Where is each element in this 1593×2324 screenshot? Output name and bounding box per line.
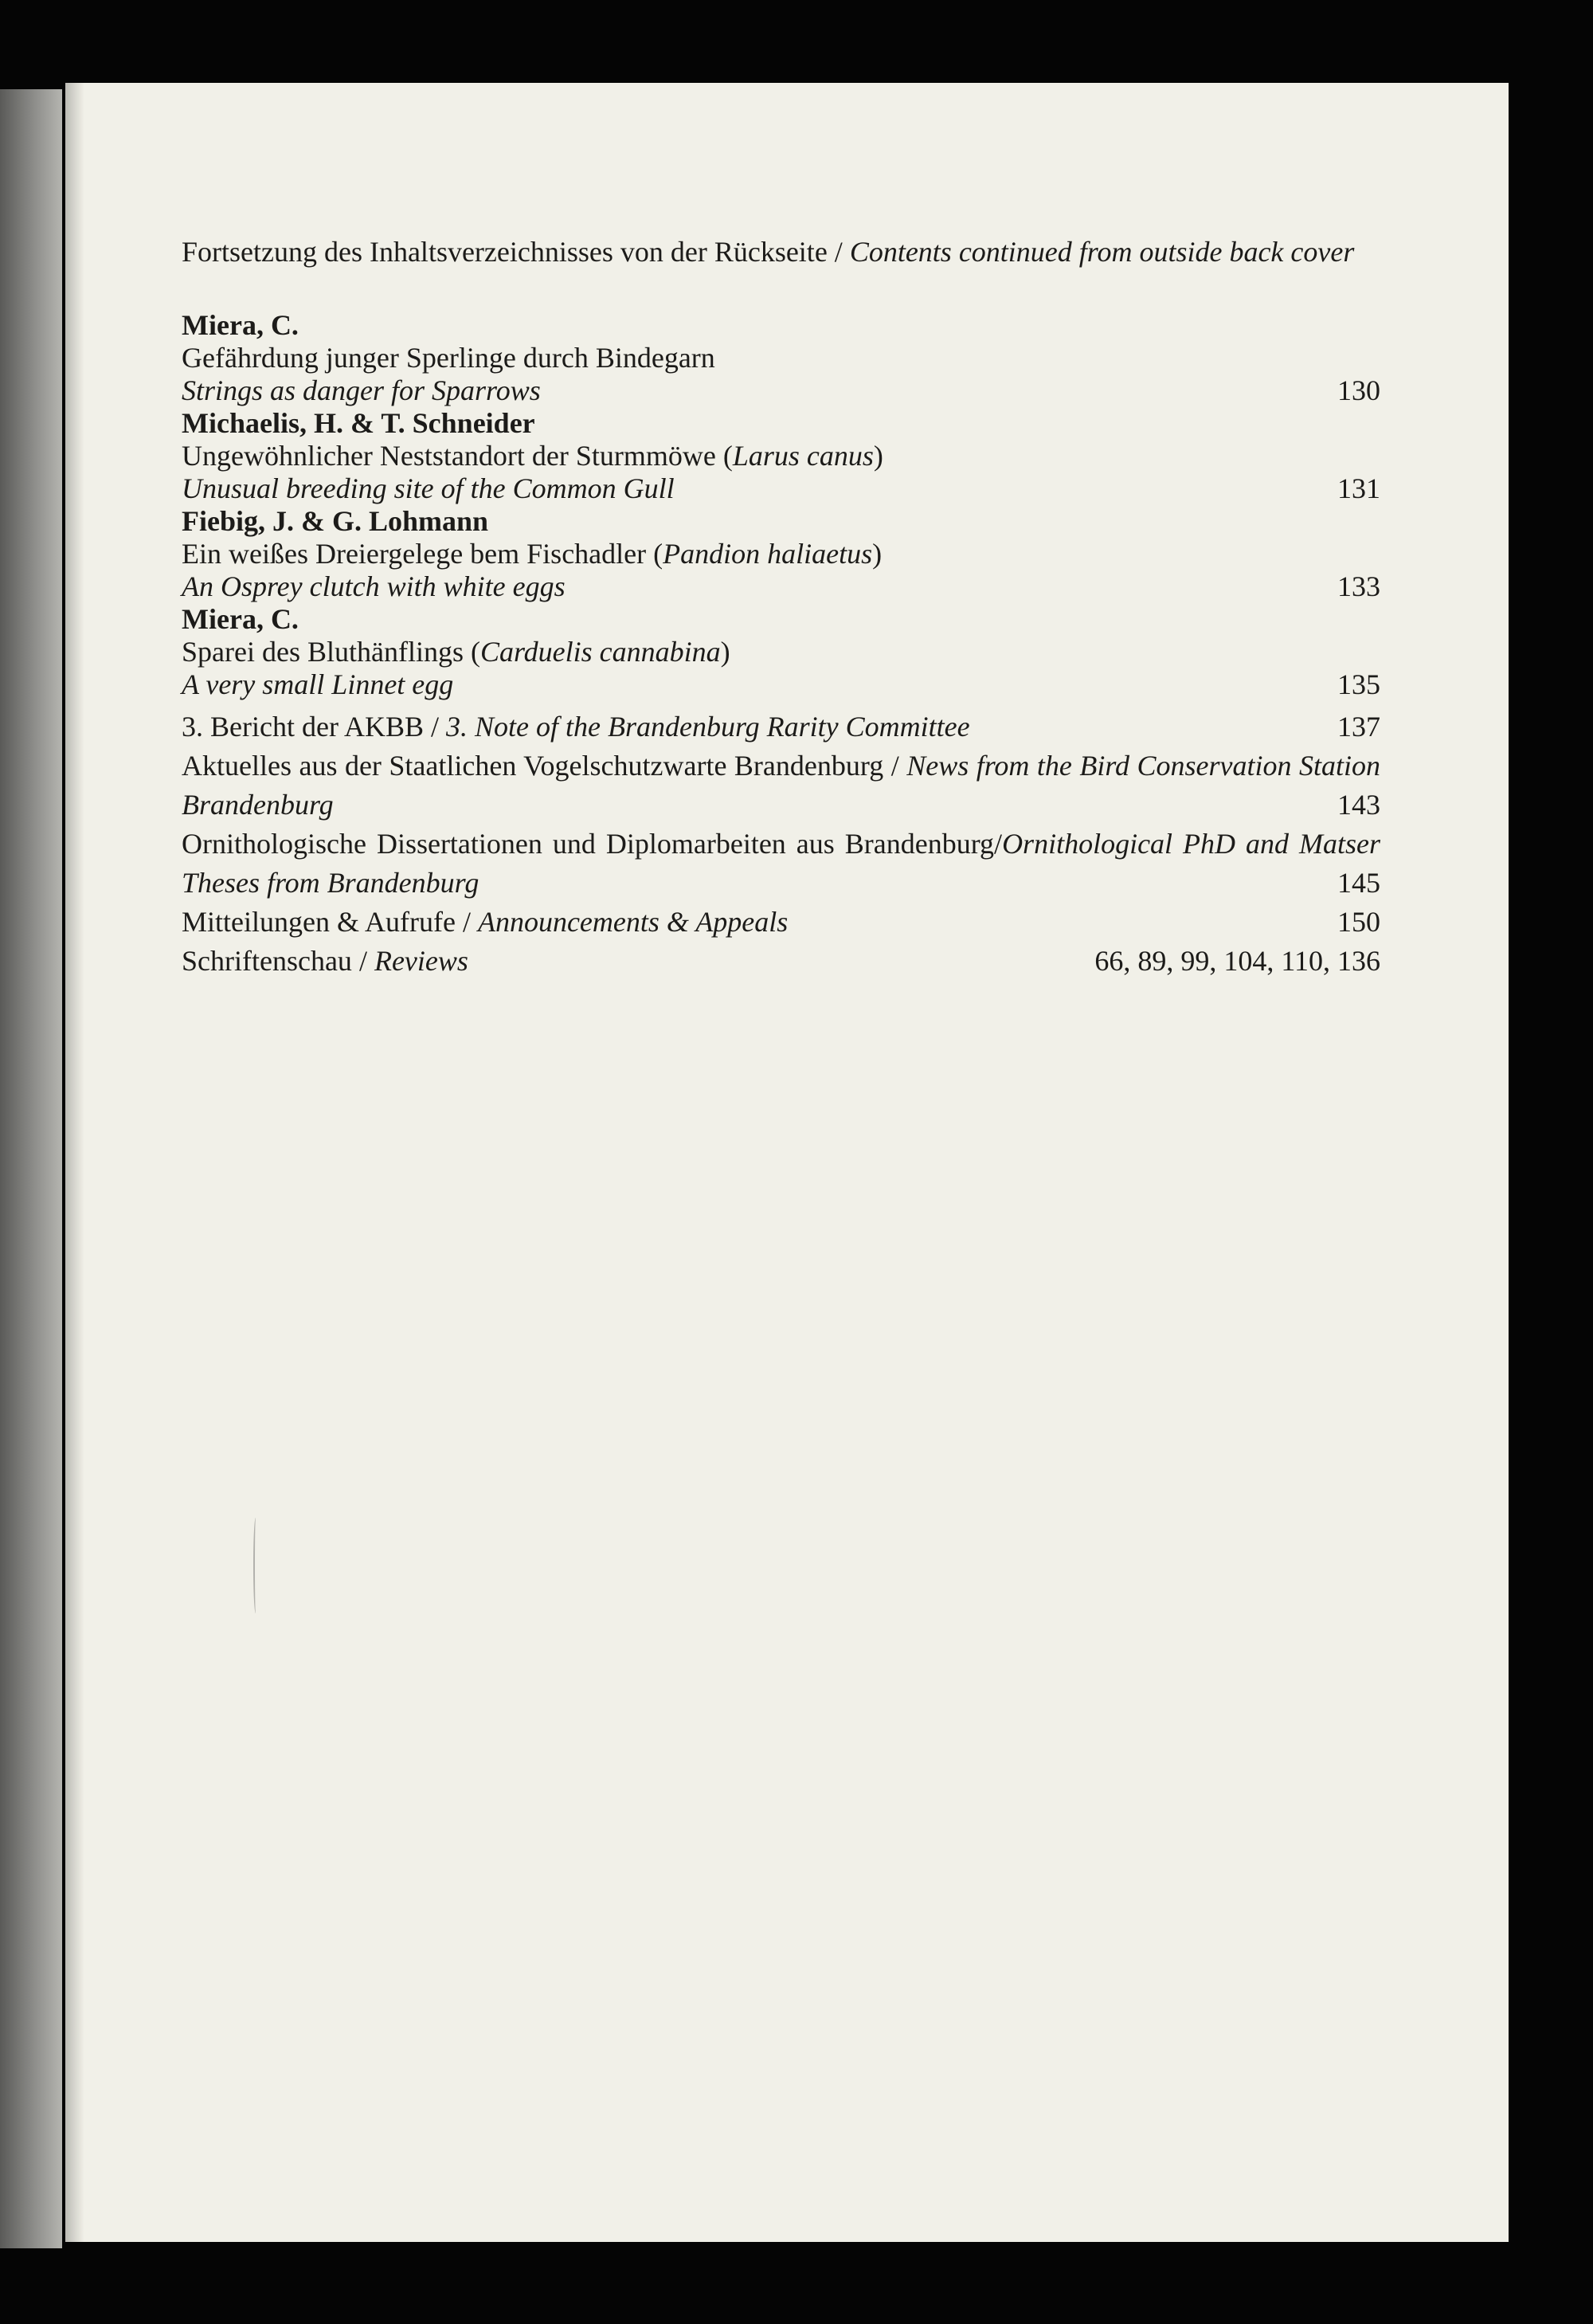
section-separator: / [351, 945, 374, 977]
toc-entry [182, 505, 1380, 603]
table-of-contents [182, 231, 1380, 981]
section-title-line [182, 747, 1380, 786]
entry-title-german: Gefährdung junger Sperlinge durch Bindegarn [182, 342, 715, 374]
title-text: Sparei des Bluthänflings ( [182, 636, 480, 668]
section-page-number: 143 [1337, 789, 1380, 821]
section-separator: / [883, 750, 907, 782]
toc-section [182, 747, 1380, 825]
scientific-name: Larus canus [732, 440, 874, 472]
title-text-end: ) [872, 538, 883, 570]
section-title-german: Mitteilungen & Aufrufe [182, 906, 456, 938]
section-title-english: Ornithological PhD and Matser [1002, 828, 1380, 860]
section-title-german: Schriftenschau [182, 945, 352, 977]
toc-section [182, 707, 1380, 747]
entry-author: Miera, C. [182, 603, 299, 635]
toc-entry [182, 309, 1380, 407]
entry-title-english: Strings as danger for Sparrows [182, 374, 541, 406]
entry-author: Miera, C. [182, 309, 299, 341]
entry-page-number: 133 [1337, 570, 1380, 602]
section-title-english-cont: Brandenburg [182, 789, 334, 821]
header-separator: / [827, 236, 850, 268]
header-english: Contents continued from outside back cover [849, 236, 1355, 268]
entry-title-english: Unusual breeding site of the Common Gull [182, 472, 675, 504]
title-text: Ungewöhnlicher Neststandort der Sturmmöwe ( [182, 440, 733, 472]
section-title-english: Announcements & Appeals [477, 906, 789, 938]
section-title-german: 3. Bericht der AKBB [182, 711, 424, 743]
entry-page-number: 130 [1337, 374, 1380, 406]
book-spine-edge [0, 89, 62, 2248]
section-page-number: 150 [1337, 906, 1380, 938]
entry-title-german [182, 636, 1380, 668]
toc-section [182, 825, 1380, 903]
section-separator: / [423, 711, 446, 743]
toc-section [182, 942, 1380, 981]
entry-title-english: An Osprey clutch with white eggs [182, 570, 566, 602]
entry-page-number: 135 [1337, 668, 1380, 700]
scientific-name: Pandion haliaetus [663, 538, 873, 570]
section-separator: / [455, 906, 478, 938]
section-page-number: 145 [1337, 867, 1380, 899]
section-page-numbers: 66, 89, 99, 104, 110, 136 [1094, 945, 1380, 977]
scientific-name: Carduelis cannabina [479, 636, 721, 668]
title-text: Ein weißes Dreiergelege bem Fischadler ( [182, 538, 663, 570]
section-title-german: Aktuelles aus der Staatlichen Vogelschutzwarte Brandenburg [182, 750, 884, 782]
entry-author: Fiebig, J. & G. Lohmann [182, 505, 489, 537]
page-gutter-shadow [65, 83, 84, 2242]
title-text-end: ) [720, 636, 730, 668]
toc-header [182, 231, 1380, 272]
section-title-english: News from the Bird Conservation Station [906, 750, 1380, 782]
toc-entry [182, 603, 1380, 701]
section-title-english: 3. Note of the Brandenburg Rarity Committee [445, 711, 970, 743]
section-title-german: Ornithologische Dissertationen und Diplomarbeiten aus Brandenburg/ [182, 828, 1003, 860]
entry-page-number: 131 [1337, 472, 1380, 504]
pencil-mark [253, 1518, 258, 1613]
header-german: Fortsetzung des Inhaltsverzeichnisses von der Rückseite [182, 236, 828, 268]
section-title-english: Reviews [374, 945, 468, 977]
title-text-end: ) [873, 440, 883, 472]
section-page-number: 137 [1337, 711, 1380, 743]
entry-author: Michaelis, H. & T. Schneider [182, 407, 535, 439]
section-title-english-cont: Theses from Brandenburg [182, 867, 479, 899]
entry-title-german [182, 440, 1380, 472]
toc-section [182, 903, 1380, 942]
entry-title-german [182, 538, 1380, 570]
section-title-line [182, 825, 1380, 864]
toc-entry [182, 407, 1380, 505]
entry-title-english: A very small Linnet egg [182, 668, 454, 700]
